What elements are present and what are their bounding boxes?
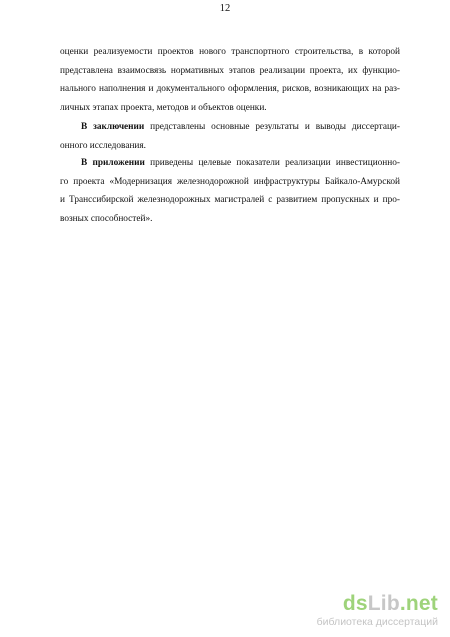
- paragraph-assessment-methodology: [60, 43, 400, 117]
- text-line: оценки реализуемости проектов нового транспортного строительства, в которой: [60, 47, 400, 57]
- text-run: приведены целевые показатели реализации инвестиционно-: [144, 158, 401, 168]
- bold-lead-appendix: В приложении: [81, 158, 145, 168]
- text-line: онного исследования.: [60, 140, 146, 151]
- text-run: представлены основные результаты и выводы диссертаци-: [144, 122, 400, 132]
- page-number: 12: [219, 3, 231, 14]
- paragraph-conclusion: [60, 118, 400, 155]
- text-line: представлена взаимосвязь нормативных этапов реализации проекта, их функцио-: [60, 65, 400, 76]
- text-line: [60, 118, 400, 137]
- bold-lead-conclusion: В заключении: [81, 122, 145, 132]
- text-line: го проекта «Модернизация железнодорожной инфраструктуры Байкало-Амурской: [60, 176, 400, 187]
- logo-part-ds: ds: [342, 592, 368, 615]
- text-line: [60, 154, 400, 173]
- paragraph-appendix: [60, 154, 400, 228]
- dslib-watermark: [288, 593, 438, 629]
- dslib-logo: [288, 593, 438, 615]
- text-line: нального наполнения и документального оформления, рисков, возникающих на раз-: [60, 84, 400, 95]
- logo-part-net: .net: [399, 592, 438, 615]
- text-line: и Транссибирской железнодорожных магистралей с развитием пропускных и про-: [60, 195, 400, 206]
- logo-part-lib: Lib: [367, 592, 400, 615]
- text-line: возных способностей».: [60, 213, 153, 224]
- watermark-tagline: библиотека диссертаций: [316, 616, 438, 628]
- text-line: личных этапах проекта, методов и объектов оценки.: [60, 102, 267, 113]
